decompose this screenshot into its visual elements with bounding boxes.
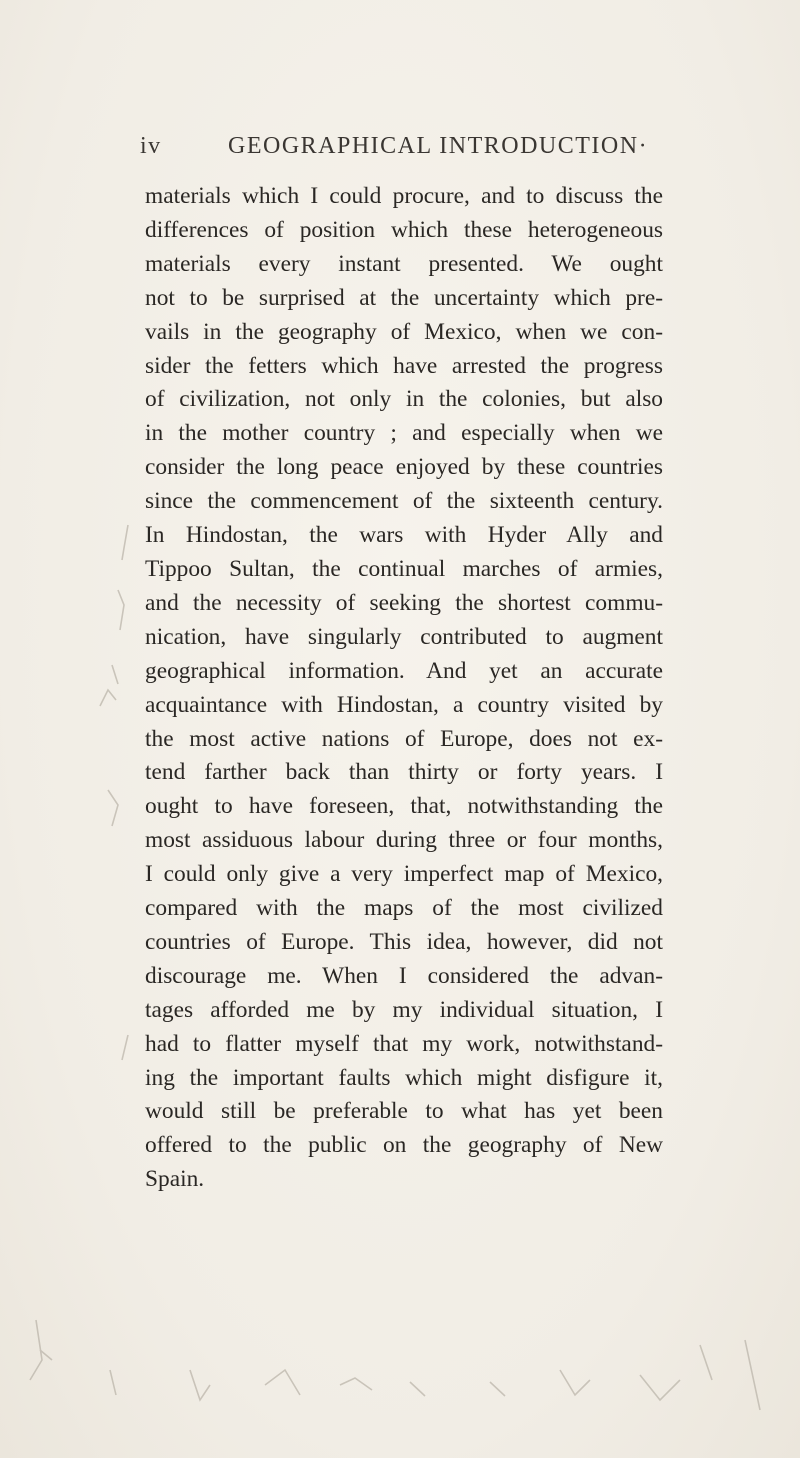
text-line: had to flatter myself that my work, notwithstand- bbox=[145, 1030, 663, 1057]
text-line: compared with the maps of the most civilized bbox=[145, 895, 663, 922]
text-line: vails in the geography of Mexico, when we con- bbox=[145, 318, 663, 345]
text-line: I could only give a very imperfect map of Mexico, bbox=[145, 861, 663, 888]
page-number: iv bbox=[140, 133, 162, 159]
text-line: tages afforded me by my individual situation, I bbox=[145, 996, 663, 1023]
text-line: Tippoo Sultan, the continual marches of armies, bbox=[145, 555, 663, 582]
text-line: geographical information. And yet an accurate bbox=[145, 657, 663, 684]
text-line: most assiduous labour during three or four months, bbox=[145, 827, 663, 854]
text-line: offered to the public on the geography of New bbox=[145, 1132, 663, 1159]
text-line: in the mother country ; and especially when we bbox=[145, 420, 663, 447]
text-line: since the commencement of the sixteenth century. bbox=[145, 488, 663, 515]
text-line: and the necessity of seeking the shortest commu- bbox=[145, 589, 663, 616]
text-line: nication, have singularly contributed to augment bbox=[145, 623, 663, 650]
text-line: of civilization, not only in the colonies, but also bbox=[145, 386, 663, 413]
text-line: differences of position which these heterogeneous bbox=[145, 216, 663, 243]
text-line: not to be surprised at the uncertainty which pre- bbox=[145, 284, 663, 311]
body-text bbox=[145, 180, 663, 1197]
text-line: countries of Europe. This idea, however, did not bbox=[145, 928, 663, 955]
text-line: the most active nations of Europe, does not ex- bbox=[145, 725, 663, 752]
text-line: sider the fetters which have arrested the progress bbox=[145, 352, 663, 379]
running-title: GEOGRAPHICAL INTRODUCTION· bbox=[228, 133, 649, 159]
text-line: acquaintance with Hindostan, a country visited by bbox=[145, 691, 663, 718]
text-line: tend farther back than thirty or forty years. I bbox=[145, 759, 663, 786]
text-line: materials every instant presented. We ought bbox=[145, 250, 663, 277]
text-line: consider the long peace enjoyed by these countries bbox=[145, 454, 663, 481]
text-line: discourage me. When I considered the advan- bbox=[145, 962, 663, 989]
text-line: In Hindostan, the wars with Hyder Ally and bbox=[145, 522, 663, 549]
text-line: ing the important faults which might disfigure it, bbox=[145, 1064, 663, 1091]
text-line: Spain. bbox=[145, 1166, 205, 1193]
text-line: would still be preferable to what has yet been bbox=[145, 1098, 663, 1125]
text-line: ought to have foreseen, that, notwithstanding the bbox=[145, 793, 663, 820]
running-header bbox=[140, 133, 660, 160]
text-line: materials which I could procure, and to discuss the bbox=[145, 183, 663, 209]
